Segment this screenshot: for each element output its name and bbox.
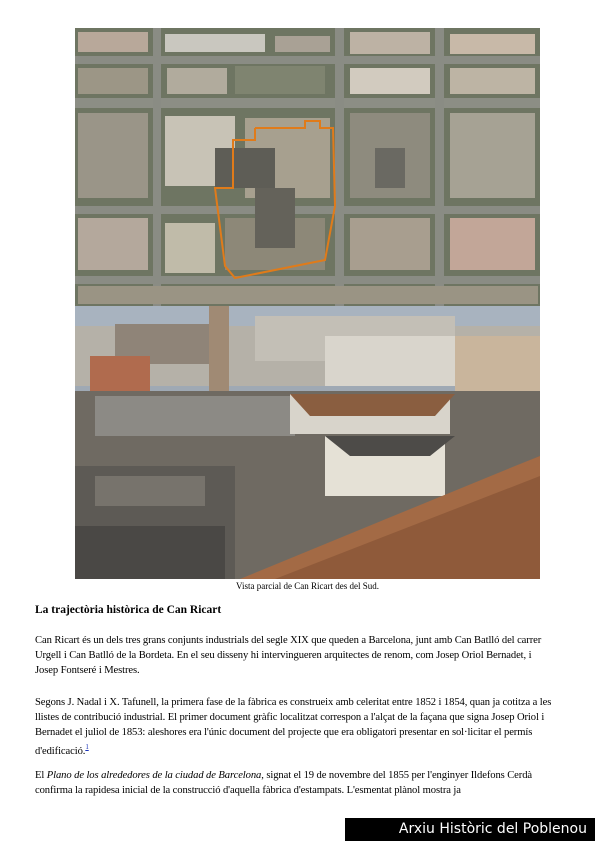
paragraph-2: [35, 695, 555, 759]
archive-footer: Arxiu Històric del Poblenou: [345, 818, 595, 841]
section-heading: La trajectòria històrica de Can Ricart: [35, 604, 222, 616]
aerial-photo: [75, 28, 540, 306]
paragraph-3-title: Plano de los alrededores de la ciudad de Barcelona: [46, 770, 262, 781]
aerial-photo-drawing: [75, 28, 540, 306]
footnote-link[interactable]: 1: [85, 743, 89, 751]
paragraph-3-start: El: [35, 770, 47, 781]
paragraph-1: Can Ricart és un dels tres grans conjunts industrials del segle XIX que queden a Barcelona, junt amb Can Batlló del carrer Urgell i Can Batlló de la Bordeta. En el seu disseny hi intervingueren arquitectes de renom, com Josep Oriol Bernadet, i Josep Fontseré i Mestres.: [35, 635, 542, 676]
paragraph-3: [35, 768, 555, 798]
paragraph-2-text: Segons J. Nadal i X. Tafunell, la primera fase de la fàbrica es construeix amb celeritat entre 1852 i 1854, quan ja cotitza a les llistes de contribució industrial. El primer document gràfic localitzat correspon a l'alçat de la façana que signa Josep Oriol i Bernadet el juliol de 1853: aleshores era l'únic document del projecte que era obligatori presentar en sol·licitar el permís d'edificació.: [35, 697, 552, 757]
factory-photo: [75, 306, 540, 579]
factory-photo-drawing: [75, 306, 540, 579]
paragraph-3-rest: , signat el 19 de novembre del 1855 per l'enginyer Ildefons Cerdà confirma la rapidesa inicial de la construcció d'aquella fàbrica d'estampats. L'esmentat plànol mostra ja: [35, 770, 533, 796]
photo-caption: Vista parcial de Can Ricart des del Sud.: [236, 581, 379, 591]
